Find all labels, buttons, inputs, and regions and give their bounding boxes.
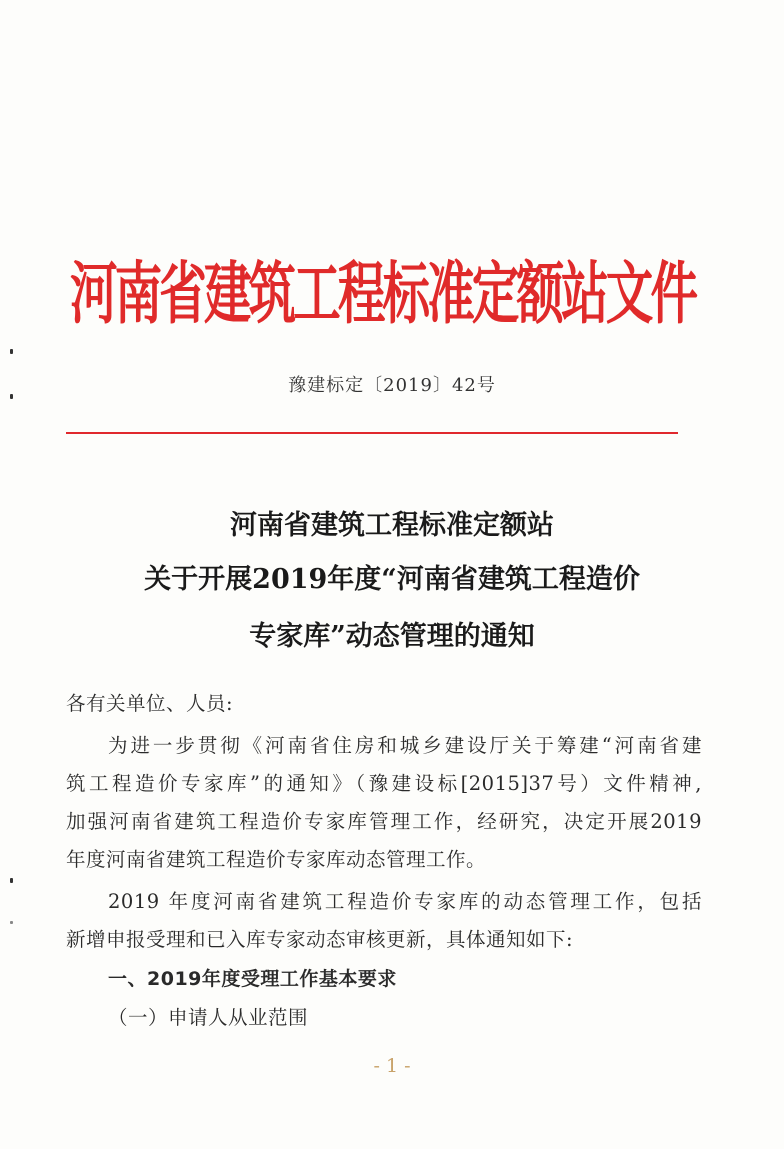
red-header-title: 河南省建筑工程标准定额站文件 [70,254,696,334]
paragraph-1-line-2: 筑工程造价专家库”的通知》（豫建设标[2015]37号）文件精神, [66,772,702,795]
subsection-heading-1: （一）申请人从业范围 [108,1006,309,1029]
scan-mark [10,921,13,924]
scan-mark [10,349,13,354]
paragraph-2-line-1: 2019 年度河南省建筑工程造价专家库的动态管理工作，包括 [108,890,702,913]
notice-title-line-3: 专家库”动态管理的通知 [249,621,535,652]
document-number: 豫建标定〔2019〕42号 [288,375,496,396]
notice-title-line-1: 河南省建筑工程标准定额站 [230,510,554,541]
paragraph-1-line-3: 加强河南省建筑工程造价专家库管理工作，经研究，决定开展2019 [66,810,702,833]
scan-mark [10,878,13,883]
paragraph-2-line-2: 新增申报受理和已入库专家动态审核更新，具体通知如下: [66,928,574,951]
page-number: - 1 - [373,1055,411,1077]
notice-title-line-2: 关于开展2019年度“河南省建筑工程造价 [144,564,640,595]
paragraph-1-line-4: 年度河南省建筑工程造价专家库动态管理工作。 [66,848,487,871]
paragraph-1-line-1: 为进一步贯彻《河南省住房和城乡建设厅关于筹建“河南省建 [108,734,702,757]
salutation: 各有关单位、人员: [66,692,234,715]
red-divider-line [66,432,678,434]
section-heading-1: 一、2019年度受理工作基本要求 [108,968,397,990]
